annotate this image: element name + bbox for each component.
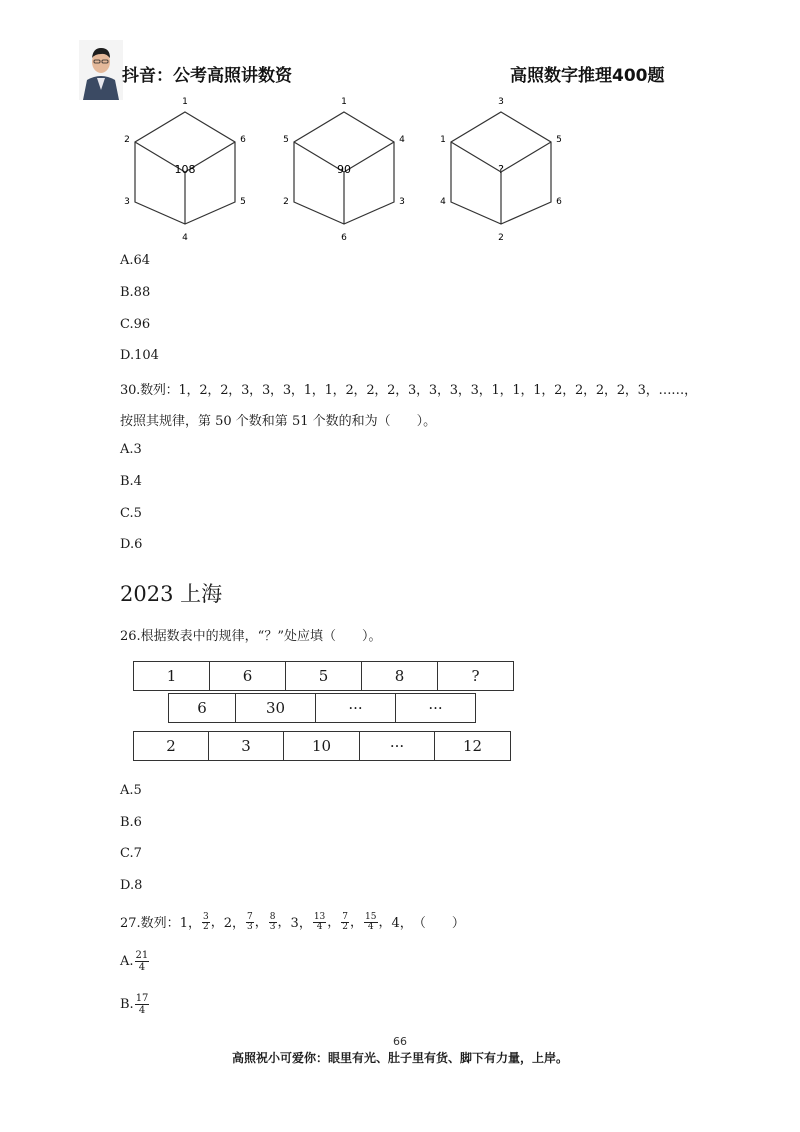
table-cell: 1 — [133, 661, 210, 691]
q27-blank: （ ） — [412, 915, 465, 931]
term: 4， — [391, 915, 413, 931]
table-cell: ··· — [315, 693, 396, 723]
term: $\frac{8}{3}$ ， — [269, 911, 291, 932]
term: $\frac{7}{3}$ ， — [247, 911, 268, 932]
cube1-center-value: 108 — [174, 163, 196, 176]
cube3-top-label: 3 — [498, 97, 504, 107]
term: 3， — [290, 915, 312, 931]
table-cell: 5 — [285, 661, 362, 691]
q26-option-d: D.8 — [120, 878, 143, 893]
cube3-center-value: ? — [498, 163, 504, 176]
page-number: 66 — [393, 1035, 407, 1048]
q27-sequence — [120, 906, 465, 936]
cube3-right-up-label: 5 — [556, 135, 562, 145]
table-cell: 12 — [434, 731, 511, 761]
q29-option-a: A.64 — [120, 253, 151, 268]
cube2-left-up-label: 5 — [283, 135, 289, 145]
cube3-left-up-label: 1 — [440, 135, 446, 145]
q26-option-c: C.7 — [120, 846, 142, 861]
q30-option-a: A.3 — [120, 442, 142, 457]
cube-diagram-2 — [277, 92, 417, 244]
q26-text: 26.根据数表中的规律，“？”处应填（ ）。 — [120, 629, 382, 644]
cube1-right-down-label: 5 — [240, 197, 246, 207]
q27-prefix: 27.数列： — [120, 915, 180, 931]
section-title: 2023 上海 — [120, 582, 223, 606]
table-cell: 3 — [208, 731, 284, 761]
author-avatar — [79, 40, 123, 100]
table-cell: 8 — [361, 661, 438, 691]
term: $\frac{3}{2}$ ， — [202, 911, 224, 932]
cube3-bottom-label: 2 — [498, 233, 504, 243]
cube3-left-down-label: 4 — [440, 197, 446, 207]
table-cell: 6 — [209, 661, 286, 691]
term: $\frac{15}{4}$ ， — [365, 911, 392, 932]
q26-table-row-1 — [133, 661, 514, 691]
q27-option-a: A. $\frac{21}{4}$ — [120, 950, 149, 973]
table-cell: 10 — [283, 731, 360, 761]
q29-option-d: D.104 — [120, 348, 159, 363]
cube1-bottom-label: 4 — [182, 233, 188, 243]
q29-option-b: B.88 — [120, 285, 151, 300]
table-cell: 6 — [168, 693, 236, 723]
table-cell: 30 — [235, 693, 316, 723]
term: $\frac{13}{4}$ ， — [313, 911, 341, 932]
table-cell: ··· — [359, 731, 435, 761]
cube3-right-down-label: 6 — [556, 197, 562, 207]
q30-text-line1: 30.数列：1，2，2，3，3，3，1，1，2，2，2，3，3，3，3，1，1，1，2，2，2，2，3，……， — [120, 383, 697, 398]
q26-table-row-3 — [133, 731, 511, 761]
table-cell: 2 — [133, 731, 209, 761]
term: 1， — [179, 915, 201, 931]
term: 2， — [223, 915, 246, 931]
table-cell: ··· — [395, 693, 476, 723]
q30-option-d: D.6 — [120, 537, 143, 552]
cube2-right-up-label: 4 — [399, 135, 405, 145]
term: $\frac{7}{2}$ ， — [342, 911, 364, 932]
q30-text-line2: 按照其规律，第 50 个数和第 51 个数的和为（ ）。 — [120, 414, 437, 429]
cube1-top-label: 1 — [182, 97, 188, 107]
table-cell: ? — [437, 661, 514, 691]
q27-option-b: B. $\frac{17}{4}$ — [120, 993, 149, 1016]
cube2-bottom-label: 6 — [341, 233, 347, 243]
header-right-title: 高照数字推理400题 — [510, 66, 665, 86]
cube2-left-down-label: 2 — [283, 197, 289, 207]
cube1-right-up-label: 6 — [240, 135, 246, 145]
q26-table-row-2 — [168, 693, 476, 723]
cube-diagram-1 — [118, 92, 258, 244]
cube2-right-down-label: 3 — [399, 197, 405, 207]
header-left-title: 抖音：公考高照讲数资 — [122, 66, 292, 86]
footer-slogan: 高照祝小可爱你：眼里有光、肚子里有货、脚下有力量，上岸。 — [231, 1051, 568, 1065]
q26-option-b: B.6 — [120, 815, 142, 830]
cube1-left-up-label: 2 — [124, 135, 130, 145]
cube-diagram-3 — [434, 92, 574, 244]
cube1-left-down-label: 3 — [124, 197, 130, 207]
q26-option-a: A.5 — [120, 783, 142, 798]
q29-option-c: C.96 — [120, 317, 151, 332]
cube2-center-value: 90 — [337, 163, 351, 176]
q30-option-c: C.5 — [120, 506, 142, 521]
cube2-top-label: 1 — [341, 97, 347, 107]
q30-option-b: B.4 — [120, 474, 142, 489]
